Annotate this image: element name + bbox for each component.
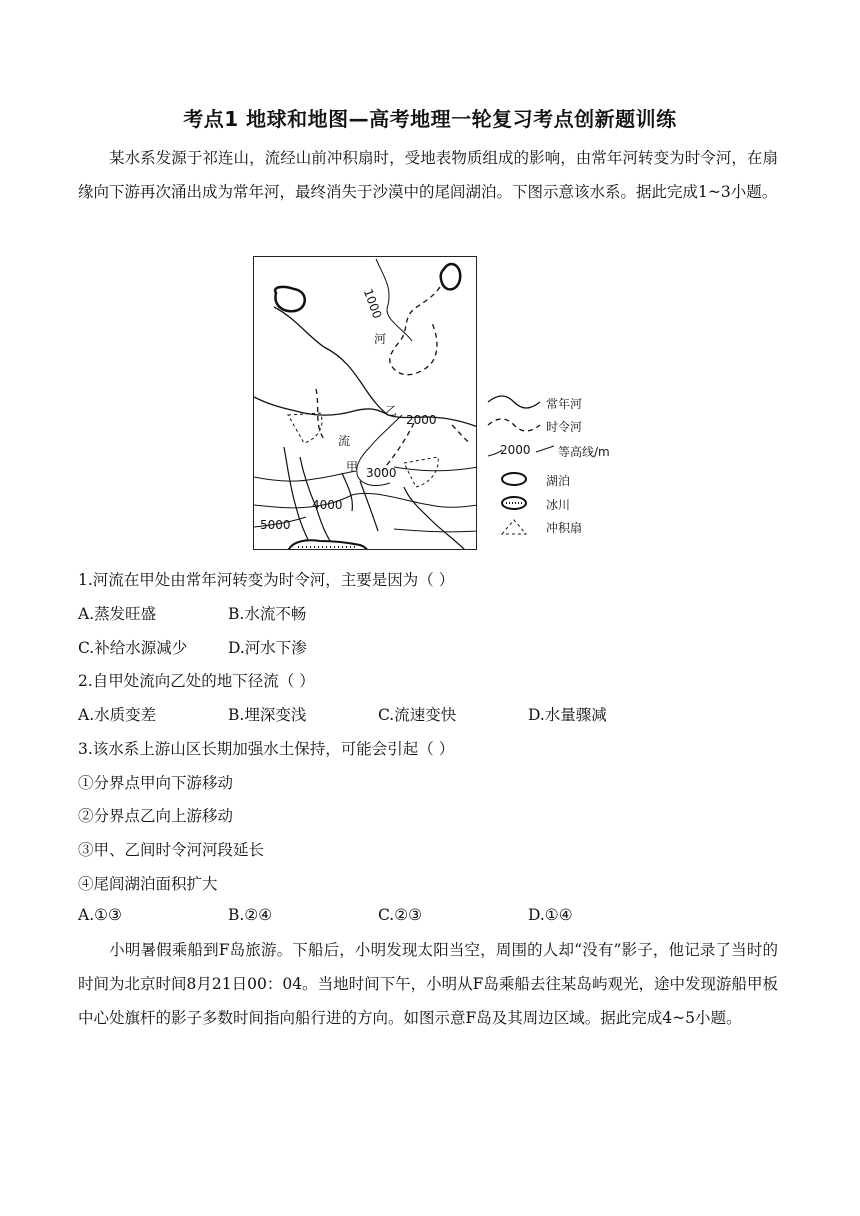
legend-perennial-river: 常年河 (486, 392, 626, 416)
legend-contour: 2000 等高线/m (486, 440, 626, 464)
legend-seasonal-river: 时令河 (486, 415, 626, 439)
q3-option-d[interactable]: D.①④ (528, 906, 573, 924)
map-legend (486, 386, 626, 546)
q2-option-a[interactable]: A.水质变差 (78, 706, 157, 724)
q3-stem: 3.该水系上游山区长期加强水土保持，可能会引起（ ） (78, 740, 455, 758)
intro-text-2: 小明暑假乘船到F岛旅游。下船后，小明发现太阳当空，周围的人却“没有”影子，他记录了当时的时间为北京时间8月21日00：04。当地时间下午，小明从F岛乘船去往某岛屿观光，途中发现游船甲板中心处旗杆的影子多数时间指向船行进的方向。如图示意F岛及其周边区域。据此完成4~5小题。 (78, 941, 778, 1027)
q3-statement-3: ③甲、乙间时令河河段延长 (78, 841, 265, 859)
lake-shape (275, 287, 305, 311)
contour-label-3000: 3000 (366, 466, 397, 480)
q1-option-d[interactable]: D.河水下渗 (228, 639, 307, 657)
intro-paragraph-2 (78, 933, 778, 1035)
legend-alluvial-fan: 冲积扇 (486, 516, 626, 540)
q3-statement-4: ④尾闾湖泊面积扩大 (78, 875, 218, 893)
q1-option-b[interactable]: B.水流不畅 (228, 605, 307, 623)
contour-label-4000: 4000 (312, 498, 343, 512)
legend-glacier: 冰川 (486, 493, 626, 517)
contour-label-1000: 1000 (360, 287, 385, 321)
q2-option-c[interactable]: C.流速变快 (378, 706, 457, 724)
glacier-shape (288, 540, 368, 550)
q2-option-b[interactable]: B.埋深变浅 (228, 706, 307, 724)
q1-stem: 1.河流在甲处由常年河转变为时令河，主要是因为（ ） (78, 571, 455, 589)
intro-paragraph-1 (78, 141, 778, 209)
map-label-yi: 乙 (385, 404, 398, 418)
q2-stem: 2.自甲处流向乙处的地下径流（ ） (78, 672, 315, 690)
q3-option-a[interactable]: A.①③ (78, 906, 122, 924)
map-label-he: 河 (374, 332, 387, 346)
q3-option-c[interactable]: C.②③ (378, 906, 423, 924)
q3-statement-2: ②分界点乙向上游移动 (78, 807, 234, 825)
q3-option-b[interactable]: B.②④ (228, 906, 273, 924)
contour-label-2000: 2000 (406, 413, 437, 427)
q1-option-c[interactable]: C.补给水源减少 (78, 639, 188, 657)
contour-label-5000: 5000 (260, 518, 291, 532)
page-title: 考点1 地球和地图—高考地理一轮复习考点创新题训练 (183, 107, 677, 131)
lake-shape (441, 264, 461, 289)
q1-option-a[interactable]: A.蒸发旺盛 (78, 605, 157, 623)
intro-text-1: 某水系发源于祁连山，流经山前冲积扇时，受地表物质组成的影响，由常年河转变为时令河，在扇缘向下游再次涌出成为常年河，最终消失于沙漠中的尾闾湖泊。下图示意该水系。据此完成1~3小题。 (78, 149, 778, 201)
map-label-jia: 甲 (346, 460, 359, 474)
q2-option-d[interactable]: D.水量骤减 (528, 706, 607, 724)
river-system-map (253, 256, 477, 550)
q3-statement-1: ①分界点甲向下游移动 (78, 774, 234, 792)
legend-lake: 湖泊 (486, 469, 626, 493)
map-label-liu: 流 (338, 434, 351, 448)
